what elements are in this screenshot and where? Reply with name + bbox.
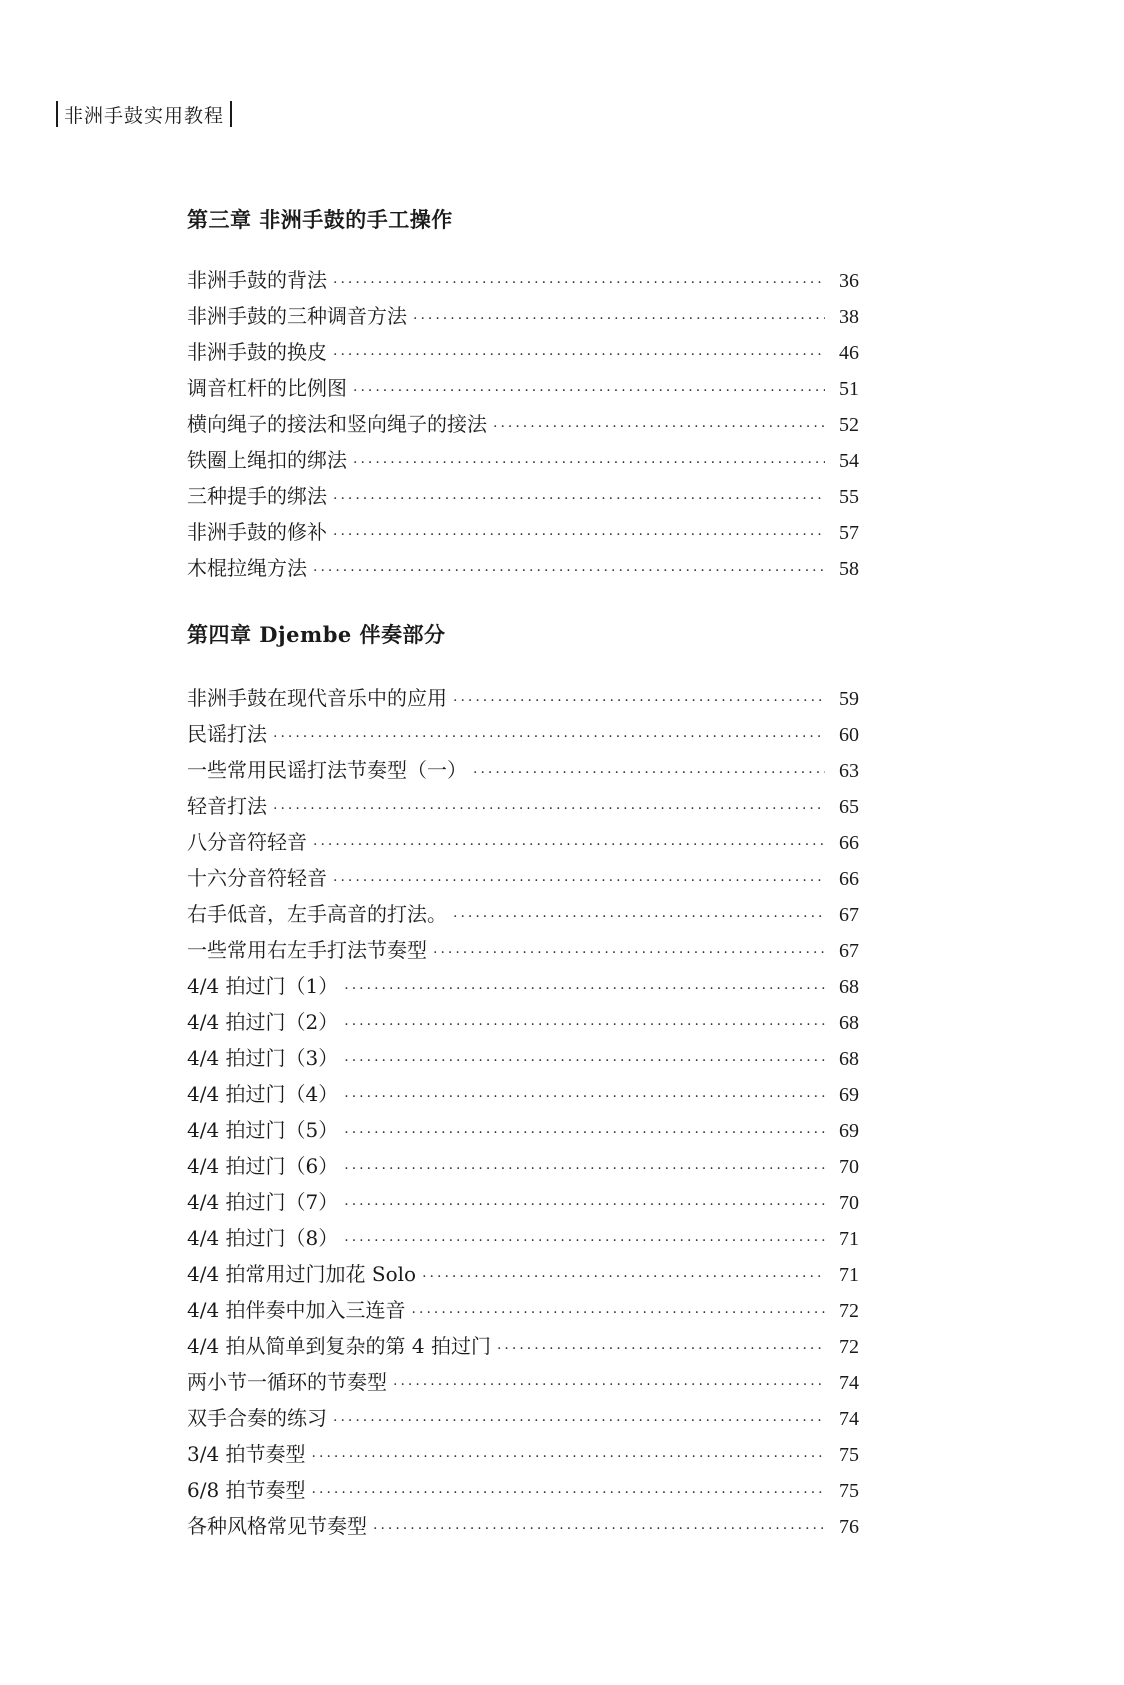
toc-entry-page-number: 68 bbox=[839, 1048, 859, 1070]
toc-entry-label: 4/4 拍过门（7） bbox=[187, 1190, 339, 1214]
toc-entry bbox=[187, 1364, 859, 1400]
toc-entry-label: 各种风格常见节奏型 bbox=[187, 1514, 367, 1538]
toc-entry-page-number: 72 bbox=[839, 1336, 859, 1358]
toc-entry-label: 横向绳子的接法和竖向绳子的接法 bbox=[187, 412, 487, 436]
toc-entry bbox=[187, 716, 859, 752]
dot-leader bbox=[333, 1403, 825, 1439]
toc-entry bbox=[187, 1292, 859, 1328]
toc-entry-page-number: 70 bbox=[839, 1192, 859, 1214]
toc-entry bbox=[187, 1256, 859, 1292]
toc-entry bbox=[187, 1508, 859, 1544]
toc-entry bbox=[187, 1436, 859, 1472]
dot-leader bbox=[373, 1511, 825, 1547]
dot-leader bbox=[413, 301, 825, 337]
dot-leader bbox=[473, 755, 825, 791]
toc-entry-label: 八分音符轻音 bbox=[187, 830, 307, 854]
toc-entry-page-number: 54 bbox=[839, 450, 859, 472]
toc-entry bbox=[187, 1076, 859, 1112]
dot-leader bbox=[344, 1151, 825, 1187]
dot-leader bbox=[412, 1295, 825, 1331]
toc-entry-label: 三种提手的绑法 bbox=[187, 484, 327, 508]
toc-entry-label: 两小节一循环的节奏型 bbox=[187, 1370, 387, 1394]
toc-entry-page-number: 66 bbox=[839, 832, 859, 854]
toc-entry-label: 4/4 拍伴奏中加入三连音 bbox=[187, 1298, 406, 1322]
toc-entry-page-number: 36 bbox=[839, 270, 859, 292]
toc-entry-label: 十六分音符轻音 bbox=[187, 866, 327, 890]
toc-entry bbox=[187, 1472, 859, 1508]
dot-leader bbox=[313, 553, 825, 589]
toc-entry-label: 木棍拉绳方法 bbox=[187, 556, 307, 580]
toc-entry bbox=[187, 860, 859, 896]
toc-entry-page-number: 51 bbox=[839, 378, 859, 400]
toc-entry-page-number: 69 bbox=[839, 1120, 859, 1142]
toc-entry bbox=[187, 262, 859, 298]
dot-leader bbox=[273, 791, 825, 827]
toc-entry-label: 非洲手鼓的背法 bbox=[187, 268, 327, 292]
dot-leader bbox=[453, 899, 825, 935]
toc-entry bbox=[187, 788, 859, 824]
toc-entry bbox=[187, 406, 859, 442]
toc-entry bbox=[187, 1400, 859, 1436]
dot-leader bbox=[344, 971, 825, 1007]
chapter-4-section bbox=[187, 620, 859, 1544]
toc-entry-label: 4/4 拍过门（6） bbox=[187, 1154, 339, 1178]
toc-entry-label: 4/4 拍常用过门加花 Solo bbox=[187, 1262, 417, 1286]
dot-leader bbox=[453, 683, 825, 719]
dot-leader bbox=[312, 1475, 825, 1511]
toc-entry bbox=[187, 680, 859, 716]
toc-entry-label: 4/4 拍过门（4） bbox=[187, 1082, 339, 1106]
toc-entry-page-number: 65 bbox=[839, 796, 859, 818]
dot-leader bbox=[344, 1007, 825, 1043]
toc-entry bbox=[187, 298, 859, 334]
toc-entry-page-number: 75 bbox=[839, 1480, 859, 1502]
dot-leader bbox=[333, 863, 825, 899]
toc-entry-label: 轻音打法 bbox=[187, 794, 267, 818]
toc-entry bbox=[187, 968, 859, 1004]
toc-entry-label: 4/4 拍过门（1） bbox=[187, 974, 339, 998]
toc-entry-page-number: 66 bbox=[839, 868, 859, 890]
dot-leader bbox=[313, 827, 825, 863]
toc-entry-page-number: 67 bbox=[839, 940, 859, 962]
toc-entry-page-number: 63 bbox=[839, 760, 859, 782]
toc-entry-page-number: 68 bbox=[839, 976, 859, 998]
toc-entry bbox=[187, 550, 859, 586]
toc-entry-list bbox=[187, 262, 859, 586]
dot-leader bbox=[344, 1043, 825, 1079]
dot-leader bbox=[493, 409, 825, 445]
dot-leader bbox=[344, 1115, 825, 1151]
toc-entry-page-number: 57 bbox=[839, 522, 859, 544]
toc-entry-label: 非洲手鼓的修补 bbox=[187, 520, 327, 544]
toc-entry-page-number: 68 bbox=[839, 1012, 859, 1034]
toc-entry bbox=[187, 1148, 859, 1184]
dot-leader bbox=[393, 1367, 825, 1403]
toc-entry-label: 4/4 拍过门（3） bbox=[187, 1046, 339, 1070]
toc-entry-label: 4/4 拍过门（5） bbox=[187, 1118, 339, 1142]
dot-leader bbox=[333, 517, 825, 553]
toc-entry bbox=[187, 1004, 859, 1040]
toc-entry-page-number: 74 bbox=[839, 1408, 859, 1430]
toc-entry-label: 4/4 拍从简单到复杂的第 4 拍过门 bbox=[187, 1334, 491, 1358]
dot-leader bbox=[273, 719, 825, 755]
dot-leader bbox=[433, 935, 825, 971]
toc-entry-page-number: 55 bbox=[839, 486, 859, 508]
toc-entry-label: 6/8 拍节奏型 bbox=[187, 1478, 306, 1502]
toc-entry bbox=[187, 478, 859, 514]
toc-entry-page-number: 69 bbox=[839, 1084, 859, 1106]
toc-entry-page-number: 72 bbox=[839, 1300, 859, 1322]
chapter-title: 第三章 非洲手鼓的手工操作 bbox=[187, 207, 453, 232]
toc-entry-label: 非洲手鼓的换皮 bbox=[187, 340, 327, 364]
toc-entry-page-number: 60 bbox=[839, 724, 859, 746]
toc-entry bbox=[187, 752, 859, 788]
toc-entry-label: 3/4 拍节奏型 bbox=[187, 1442, 306, 1466]
toc-entry-page-number: 71 bbox=[839, 1228, 859, 1250]
toc-entry bbox=[187, 1328, 859, 1364]
chapter-3-section bbox=[187, 205, 859, 586]
toc-entry-page-number: 52 bbox=[839, 414, 859, 436]
dot-leader bbox=[333, 481, 825, 517]
toc-entry-label: 非洲手鼓在现代音乐中的应用 bbox=[187, 686, 447, 710]
dot-leader bbox=[353, 445, 825, 481]
toc-entry-list bbox=[187, 680, 859, 1544]
dot-leader bbox=[312, 1439, 825, 1475]
toc-entry-page-number: 59 bbox=[839, 688, 859, 710]
toc-entry-label: 铁圈上绳扣的绑法 bbox=[187, 448, 347, 472]
toc-entry-page-number: 70 bbox=[839, 1156, 859, 1178]
toc-entry-page-number: 75 bbox=[839, 1444, 859, 1466]
toc-entry bbox=[187, 1184, 859, 1220]
dot-leader bbox=[353, 373, 825, 409]
dot-leader bbox=[333, 265, 825, 301]
toc-entry-page-number: 76 bbox=[839, 1516, 859, 1538]
toc-entry-label: 双手合奏的练习 bbox=[187, 1406, 327, 1430]
dot-leader bbox=[344, 1079, 825, 1115]
toc-entry bbox=[187, 1040, 859, 1076]
toc-entry-page-number: 38 bbox=[839, 306, 859, 328]
dot-leader bbox=[344, 1187, 825, 1223]
toc-entry-page-number: 67 bbox=[839, 904, 859, 926]
toc-entry-page-number: 46 bbox=[839, 342, 859, 364]
dot-leader bbox=[422, 1259, 825, 1295]
toc-entry-label: 非洲手鼓的三种调音方法 bbox=[187, 304, 407, 328]
toc-entry-label: 民谣打法 bbox=[187, 722, 267, 746]
toc-entry-label: 调音杠杆的比例图 bbox=[187, 376, 347, 400]
book-title: 非洲手鼓实用教程 bbox=[64, 104, 225, 127]
chapter-title: 第四章 Djembe 伴奏部分 bbox=[187, 622, 446, 647]
toc-entry-label: 4/4 拍过门（8） bbox=[187, 1226, 339, 1250]
toc-entry bbox=[187, 824, 859, 860]
toc-entry bbox=[187, 334, 859, 370]
toc-entry bbox=[187, 932, 859, 968]
toc-entry-page-number: 71 bbox=[839, 1264, 859, 1286]
toc-entry-page-number: 74 bbox=[839, 1372, 859, 1394]
toc-entry-page-number: 58 bbox=[839, 558, 859, 580]
dot-leader bbox=[497, 1331, 825, 1367]
toc-entry-label: 4/4 拍过门（2） bbox=[187, 1010, 339, 1034]
toc-entry-label: 一些常用右左手打法节奏型 bbox=[187, 938, 427, 962]
toc-entry bbox=[187, 1112, 859, 1148]
toc-entry bbox=[187, 370, 859, 406]
toc-entry bbox=[187, 896, 859, 932]
toc-entry-label: 一些常用民谣打法节奏型（一） bbox=[187, 758, 467, 782]
toc-entry bbox=[187, 442, 859, 478]
header-right-rule bbox=[230, 101, 232, 127]
toc-entry bbox=[187, 514, 859, 550]
toc-entry bbox=[187, 1220, 859, 1256]
running-header bbox=[56, 100, 232, 128]
dot-leader bbox=[344, 1223, 825, 1259]
dot-leader bbox=[333, 337, 825, 373]
toc-entry-label: 右手低音，左手高音的打法。 bbox=[187, 902, 447, 926]
